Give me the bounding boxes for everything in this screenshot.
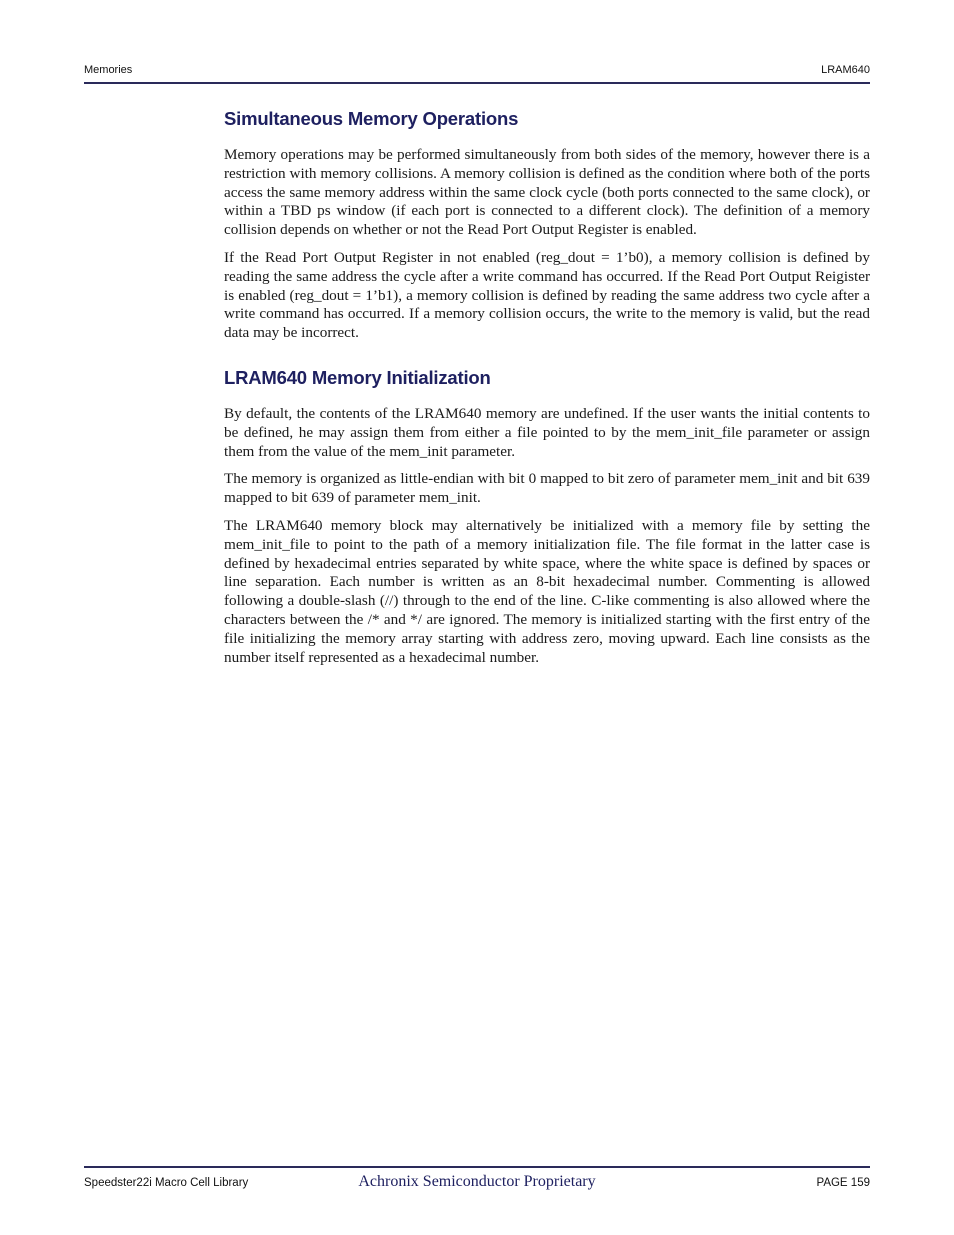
header-rule xyxy=(84,82,870,84)
paragraph: The memory is organized as little-endian with bit 0 mapped to bit zero of parameter mem_init and bit 639 mapped to bit 639 of parameter mem_init. xyxy=(224,470,870,507)
page-content xyxy=(224,106,870,676)
header-section-label: Memories xyxy=(84,64,133,76)
paragraph: Memory operations may be performed simultaneously from both sides of the memory, however there is a restriction with memory collisions. A memory collision is defined as the condition where both of the ports access the same memory address within the same clock cycle (both ports connected to the same clock), or within a TBD ps window (if each port is connected to a different clock). The definition of a memory collision depends on whether or not the Read Port Output Register is enabled. xyxy=(224,146,870,239)
section-simultaneous-operations xyxy=(224,106,870,343)
footer-proprietary-notice: Achronix Semiconductor Proprietary xyxy=(358,1173,596,1190)
footer-rule xyxy=(84,1166,870,1168)
section-memory-initialization xyxy=(224,365,870,667)
paragraph: If the Read Port Output Register in not enabled (reg_dout = 1’b0), a memory collision is defined by reading the same address the cycle after a write command has occurred. If the Read Port Output Reigister is enabled (reg_dout = 1’b1), a memory collision is defined by reading the same address two cycle after a write command has occurred. If a memory collision occurs, the write to the memory is valid, but the read data may be incorrect. xyxy=(224,248,870,342)
paragraph: By default, the contents of the LRAM640 memory are undefined. If the user wants the initial contents to be defined, he may assign them from either a file pointed to by the mem_init_file parameter or assign them from the value of the mem_init parameter. xyxy=(224,404,870,460)
footer-page-number: PAGE 159 xyxy=(816,1177,870,1189)
paragraph: The LRAM640 memory block may alternatively be initialized with a memory file by setting the mem_init_file to point to the path of a memory initialization file. The file format in the latter case is defined by hexadecimal entries separated by white space, where the white space is defined by spaces or line separation. Each number is written as an 8-bit hexadecimal number. Commenting is allowed following a double-slash (//) through to the end of the line. C-like commenting is also allowed where the characters between the /* and */ are ignored. The memory is initialized starting with the first entry of the file initializing the memory array starting with address zero, moving upward. Each line consists as the number itself represented as a hexadecimal number. xyxy=(224,516,870,666)
section-heading: LRAM640 Memory Initialization xyxy=(224,366,491,388)
section-heading: Simultaneous Memory Operations xyxy=(224,108,519,129)
header-document-label: LRAM640 xyxy=(821,64,870,76)
footer-document-title: Speedster22i Macro Cell Library xyxy=(84,1177,249,1189)
